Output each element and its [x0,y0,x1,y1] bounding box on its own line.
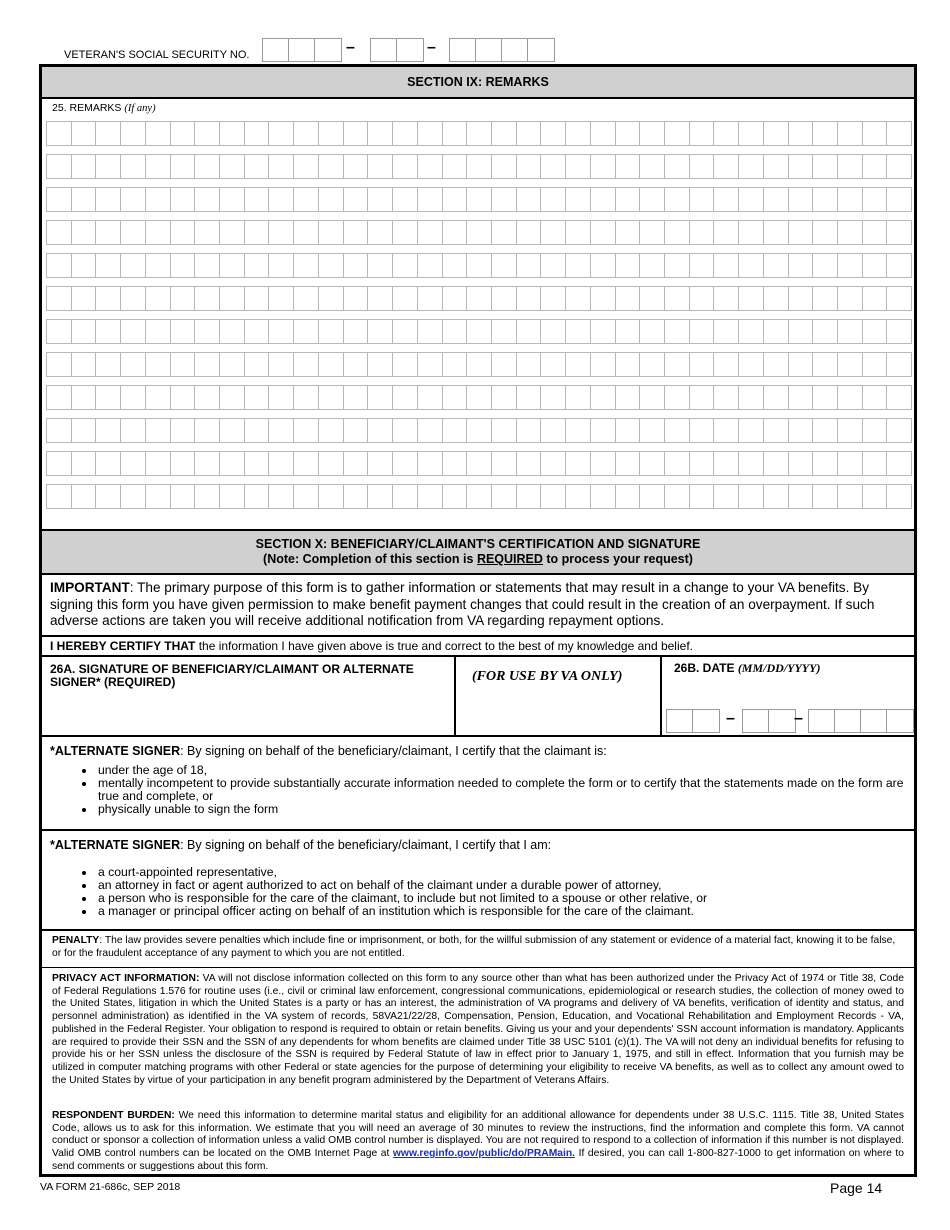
important-notice: IMPORTANT: The primary purpose of this form is to gather information or statements that may result in a change to your VA benefits. By signing this form you have given permission to make benefit payment changes that could result in the creation of an overpayment. If such adverse actions are taken you will receive additional notification from VA regarding repayment options. [42,575,914,637]
date-cells [666,707,912,731]
remarks-label: 25. REMARKS (If any) [52,102,156,114]
date-day-field[interactable] [742,709,796,733]
remarks-line[interactable] [46,187,912,212]
page-number: Page 14 [830,1180,883,1196]
date-dash: – [726,710,735,727]
remarks-line[interactable] [46,319,912,344]
remarks-line[interactable] [46,451,912,476]
omb-link[interactable]: www.reginfo.gov/public/do/PRAMain. [392,1148,576,1160]
remarks-line[interactable] [46,352,912,377]
remarks-grid[interactable] [46,121,912,517]
alt1-list [96,764,906,816]
remarks-line[interactable] [46,385,912,410]
list-item: • a manager or principal officer acting on behalf of an institution which is responsible for the care of the claimant. [96,905,906,918]
date-field: 26B. DATE (MM/DD/YYYY) – – [662,657,914,735]
remarks-line[interactable] [46,121,912,146]
section-x-header [42,529,914,575]
signature-field[interactable]: 26A. SIGNATURE OF BENEFICIARY/CLAIMANT OR ALTERNATE SIGNER* (REQUIRED) [42,657,456,735]
va-only-field: (FOR USE BY VA ONLY) [456,657,662,735]
list-item: • a person who is responsible for the care of the claimant, to include but not limited to a spouse or other relative, or [96,892,906,905]
form-frame [39,64,917,1177]
ssn-row [40,36,920,64]
respondent-burden-notice: RESPONDENT BURDEN: We need this information to determine marital status and eligibility for an additional allowance for dependents under 38 U.S.C. 1115. Title 38, United States Code, allows us to ask for this information. We estimate that you will need an average of 30 minutes to review the instructions, find the information and complete this form. VA cannot conduct or sponsor a collection of information unless a valid OMB control number is displayed. You are not required to respond to a collection of information if this number is not displayed. Valid OMB control numbers can be located on the OMB Internet Page at www.reginfo.gov/public/do/PRAMain. If desired, you can call 1-800-827-1000 to get information on where to send comments or suggestions about this form. [52,1110,905,1172]
remarks-line[interactable] [46,154,912,179]
date-month-field[interactable] [666,709,720,733]
privacy-act-notice: PRIVACY ACT INFORMATION: VA will not disclose information collected on this form to any source other than what has been authorized under the Privacy Act of 1974 or Title 38, Code of Federal Regulations 1.576 for routine uses (i.e., civil or criminal law enforcement, congressional communications, epidemiological or research studies, the collection of money owed to the United States, litigation in which the United States is a party or has an interest, the administration of VA programs and delivery of VA benefits, verification of identity and status, and personnel administration) as identified in the VA system of records, 58VA21/22/28, Compensation, Pension, Education, and Vocational Rehabilitation and Employment Records - VA, published in the Federal Register. Your obligation to respond is required to obtain or retain benefits. Giving us your and your dependents' SSN account information is mandatory. Applicants are required to provide their SSN and the SSN of any dependents for whom benefits are claimed under Title 38 USC 5101 (c)(1). The VA will not deny an individual benefits for refusing to provide his or her SSN unless the disclosure of the SSN is required by Federal Statute of law in effect prior to January 1, 1975, and still in effect. Information that you furnish may be utilized in computer matching programs with other Federal or state agencies for the purpose of determining your eligibility to receive VA benefits, as well as to collect any amount owed to the United States by virtue of your participation in any benefit program administered by the Department of Veterans Affairs. [52,973,904,1086]
section-x-note: (Note: Completion of this section is REQUIRED to process your request) [263,552,693,566]
remarks-line[interactable] [46,286,912,311]
ssn-area-field[interactable] [262,38,342,62]
alternate-signer-claimant [42,737,914,831]
date-year-field[interactable] [808,709,914,733]
alt2-list [96,866,906,918]
list-item: • an attorney in fact or agent authorized to act on behalf of the claimant under a durable power of attorney, [96,879,906,892]
date-dash: – [794,710,803,727]
alt1-intro: *ALTERNATE SIGNER: By signing on behalf of the beneficiary/claimant, I certify that the claimant is: [50,744,607,758]
penalty-notice: PENALTY: The law provides severe penalties which include fine or imprisonment, or both, for the willful submission of any statement or evidence of a material fact, knowing it to be false, or for the fraudulent acceptance of any payment to which you are not entitled. [42,931,914,968]
alternate-signer-self [42,831,914,931]
alt2-intro: *ALTERNATE SIGNER: By signing on behalf of the beneficiary/claimant, I certify that I am: [50,838,552,852]
ssn-dash: – [346,39,355,56]
ssn-group-field[interactable] [370,38,424,62]
form-id: VA FORM 21-686c, SEP 2018 [40,1181,181,1193]
section-ix-header: SECTION IX: REMARKS [42,67,914,99]
list-item: • under the age of 18, [96,764,906,777]
list-item: • a court-appointed representative, [96,866,906,879]
remarks-line[interactable] [46,220,912,245]
list-item: • physically unable to sign the form [96,803,906,816]
remarks-line[interactable] [46,418,912,443]
remarks-line[interactable] [46,253,912,278]
certification-statement: I HEREBY CERTIFY THAT the information I have given above is true and correct to the best of my knowledge and belief. [42,637,914,657]
ssn-dash: – [427,39,436,56]
section-x-title: SECTION X: BENEFICIARY/CLAIMANT'S CERTIFICATION AND SIGNATURE [255,537,701,551]
ssn-label: VETERAN'S SOCIAL SECURITY NO. [64,49,250,61]
signature-row [42,657,914,737]
remarks-line[interactable] [46,484,912,509]
ssn-serial-field[interactable] [449,38,555,62]
list-item: • mentally incompetent to provide substantially accurate information needed to complete the form or to certify that the statements made on the form are true and complete, or [96,777,906,803]
